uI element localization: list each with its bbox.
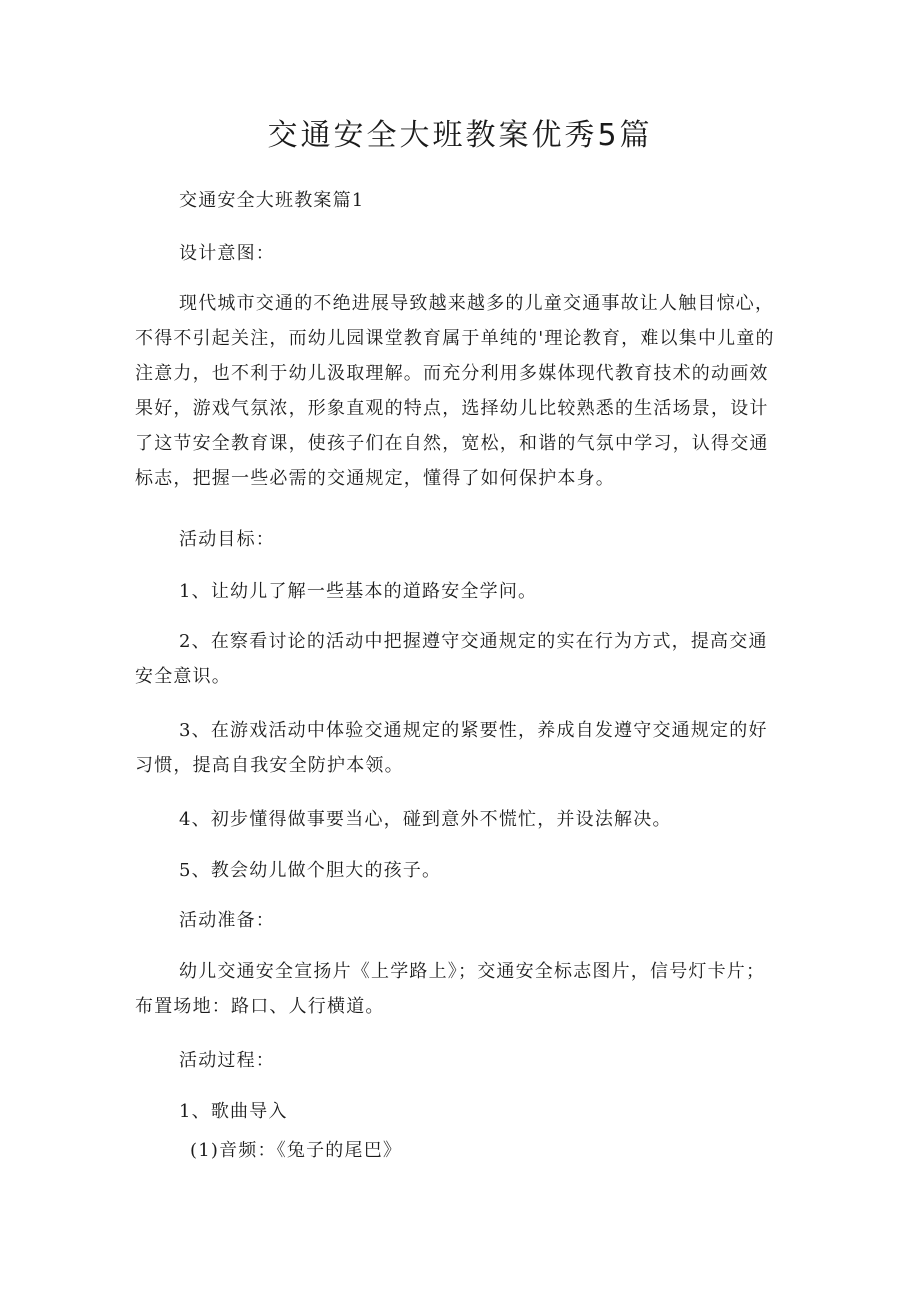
process-step-1-sub: (1)音频：《兔子的尾巴》 — [190, 1140, 403, 1161]
goal-item-2 — [135, 624, 795, 694]
paragraph-line: 安全意识。 — [135, 666, 231, 687]
goals-label: 活动目标： — [179, 529, 275, 550]
paragraph-line: 现代城市交通的不绝进展导致越来越多的儿童交通事故让人触目惊心， — [179, 293, 775, 314]
prep-label: 活动准备： — [179, 910, 275, 931]
design-intent-paragraph — [135, 286, 795, 496]
paragraph-line: 了这节安全教育课，使孩子们在自然，宽松，和谐的气氛中学习，认得交通 — [135, 433, 769, 454]
paragraph-line: 幼儿交通安全宣扬片《上学路上》；交通安全标志图片，信号灯卡片； — [179, 961, 766, 982]
design-intent-label: 设计意图： — [179, 243, 275, 264]
paragraph-line: 2、在察看讨论的活动中把握遵守交通规定的实在行为方式，提高交通 — [179, 631, 768, 652]
paragraph-line: 标志，把握一些必需的交通规定，懂得了如何保护本身。 — [135, 468, 615, 489]
goal-item-4: 4、初步懂得做事要当心，碰到意外不慌忙，并设法解决。 — [179, 809, 672, 830]
document-title: 交通安全大班教案优秀5篇 — [267, 118, 653, 153]
paragraph-line: 3、在游戏活动中体验交通规定的紧要性，养成自发遵守交通规定的好 — [179, 720, 768, 741]
paragraph-line: 果好，游戏气氛浓，形象直观的特点，选择幼儿比较熟悉的生活场景，设计 — [135, 398, 769, 419]
goal-item-3 — [135, 713, 795, 783]
process-step-1: 1、歌曲导入 — [179, 1101, 288, 1122]
paragraph-line: 习惯，提高自我安全防护本领。 — [135, 755, 404, 776]
prep-paragraph — [135, 954, 795, 1024]
section-heading: 交通安全大班教案篇1 — [179, 190, 365, 211]
paragraph-line: 注意力，也不利于幼儿汲取理解。而充分利用多媒体现代教育技术的动画效 — [135, 363, 769, 384]
paragraph-line: 不得不引起关注，而幼儿园课堂教育属于单纯的'理论教育，难以集中儿童的 — [135, 328, 775, 349]
process-label: 活动过程： — [179, 1050, 275, 1071]
goal-item-5: 5、教会幼儿做个胆大的孩子。 — [179, 860, 442, 881]
paragraph-line: 布置场地：路口、人行横道。 — [135, 996, 385, 1017]
goal-item-1: 1、让幼儿了解一些基本的道路安全学问。 — [179, 581, 538, 602]
